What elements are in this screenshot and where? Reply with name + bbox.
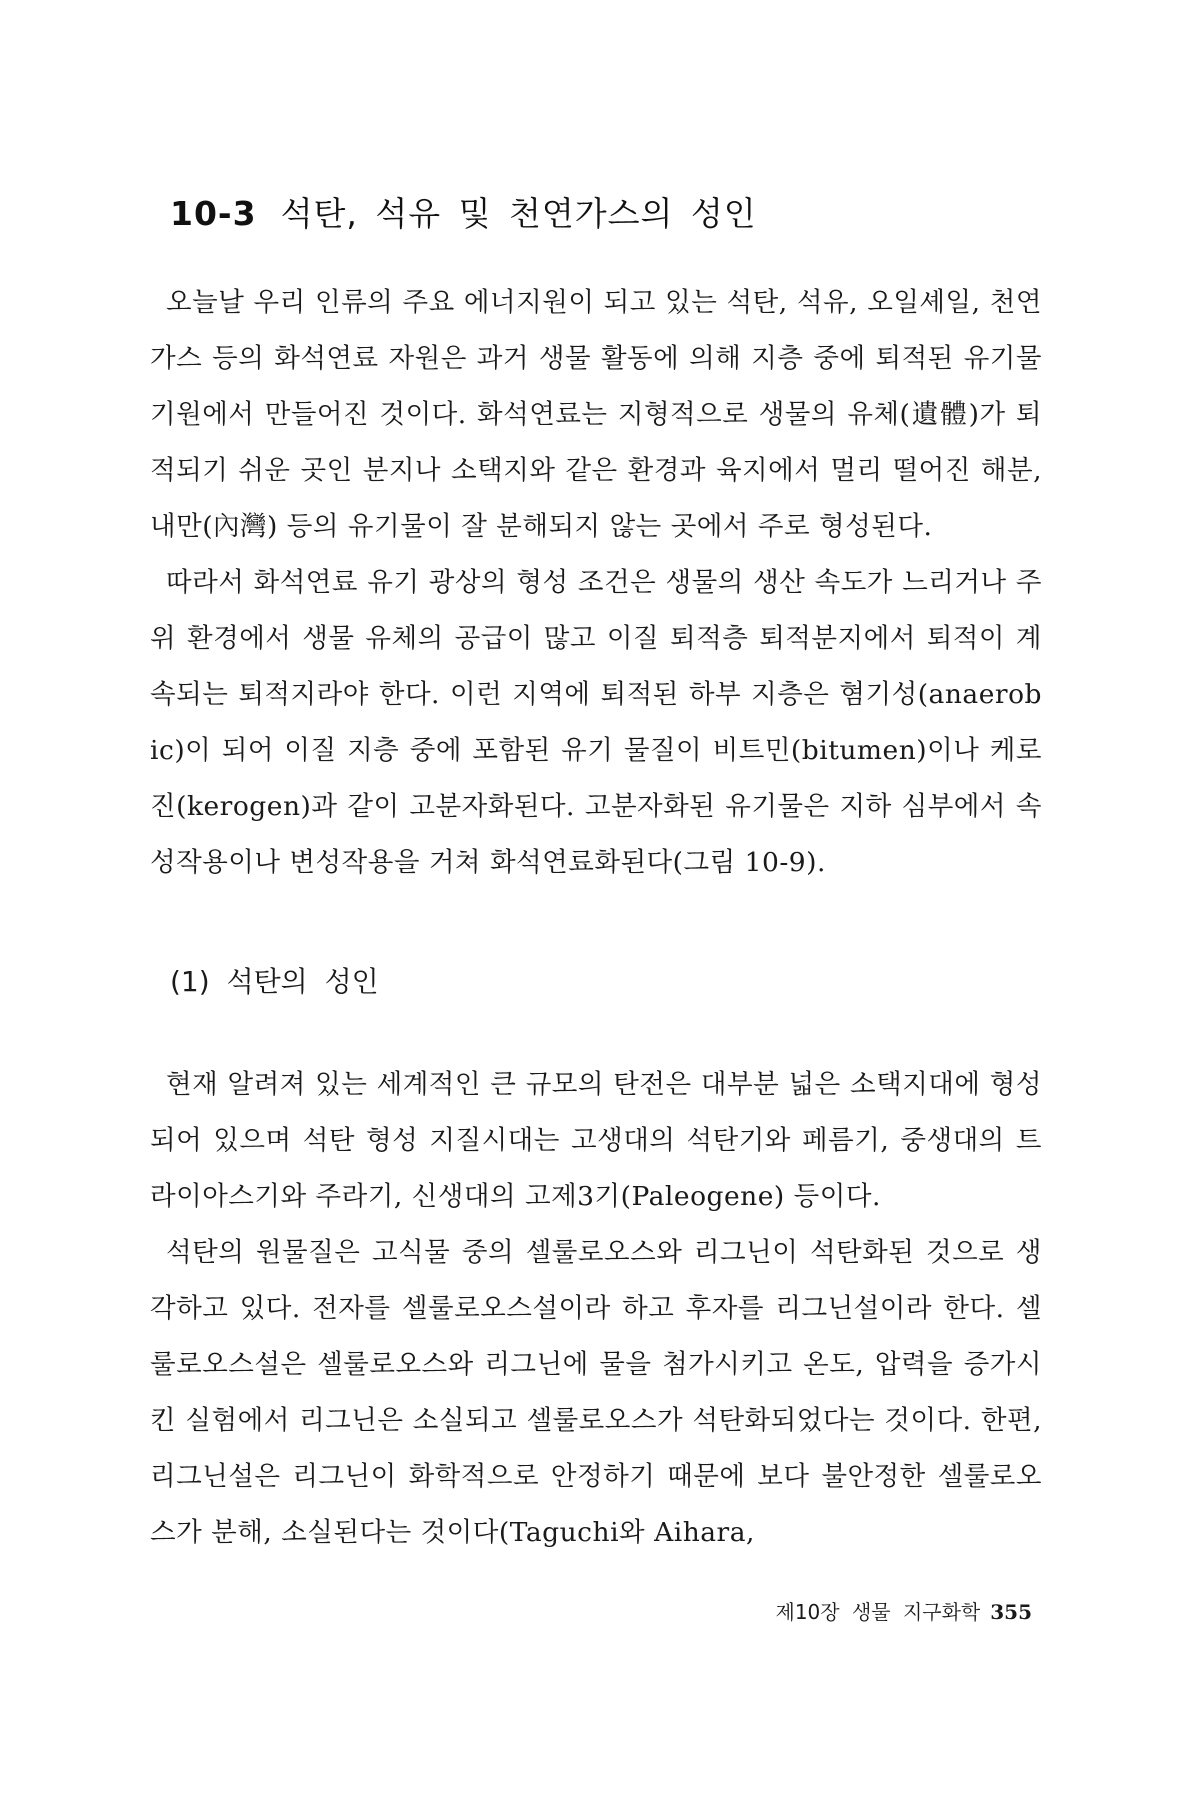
page-number: 355 (990, 1600, 1032, 1624)
section-number: 10-3 (170, 194, 257, 233)
subsection-heading: (1) 석탄의 성인 (170, 965, 379, 998)
section-title-text: 석탄, 석유 및 천연가스의 성인 (280, 194, 757, 233)
paragraph: 오늘날 우리 인류의 주요 에너지원이 되고 있는 석탄, 석유, 오일셰일, 천연가스 등의 화석연료 자원은 과거 생물 활동에 의해 지층 중에 퇴적된 유기물 기원에서 만들어진 것이다. 화석연료는 지형적으로 생물의 유체(遺體)가 퇴적되기 쉬운 곳인 분지나 소택지와 같은 환경과 육지에서 멀리 떨어진 해분, 내만(內灣) 등의 유기물이 잘 분해되지 않는 곳에서 주로 형성된다. (150, 287, 1042, 542)
section-title (170, 188, 757, 235)
paragraph: 석탄의 원물질은 고식물 중의 셀룰로오스와 리그닌이 석탄화된 것으로 생각하고 있다. 전자를 셀룰로오스설이라 하고 후자를 리그닌설이라 한다. 셀룰로오스설은 셀룰로오스와 리그닌에 물을 첨가시키고 온도, 압력을 증가시킨 실험에서 리그닌은 소실되고 셀룰로오스가 석탄화되었다는 것이다. 한편, 리그닌설은 리그닌이 화학적으로 안정하기 때문에 보다 불안정한 셀룰로오스가 분해, 소실된다는 것이다(Taguchi와 Aihara, (150, 1237, 1042, 1548)
subsection-text-block (150, 1057, 1042, 1561)
intro-text-block (150, 275, 1042, 891)
paragraph: 현재 알려져 있는 세계적인 큰 규모의 탄전은 대부분 넓은 소택지대에 형성되어 있으며 석탄 형성 지질시대는 고생대의 석탄기와 페름기, 중생대의 트라이아스기와 주라기, 신생대의 고제3기(Paleogene) 등이다. (150, 1069, 1042, 1212)
chapter-label: 제10장 생물 지구화학 (775, 1600, 981, 1624)
paragraph: 따라서 화석연료 유기 광상의 형성 조건은 생물의 생산 속도가 느리거나 주위 환경에서 생물 유체의 공급이 많고 이질 퇴적층 퇴적분지에서 퇴적이 계속되는 퇴적지라야 한다. 이런 지역에 퇴적된 하부 지층은 혐기성(anaerobic)이 되어 이질 지층 중에 포함된 유기 물질이 비트민(bitumen)이나 케로진(kerogen)과 같이 고분자화된다. 고분자화된 유기물은 지하 심부에서 속성작용이나 변성작용을 거쳐 화석연료화된다(그림 10-9). (150, 567, 1042, 878)
page-footer (776, 1596, 1032, 1625)
